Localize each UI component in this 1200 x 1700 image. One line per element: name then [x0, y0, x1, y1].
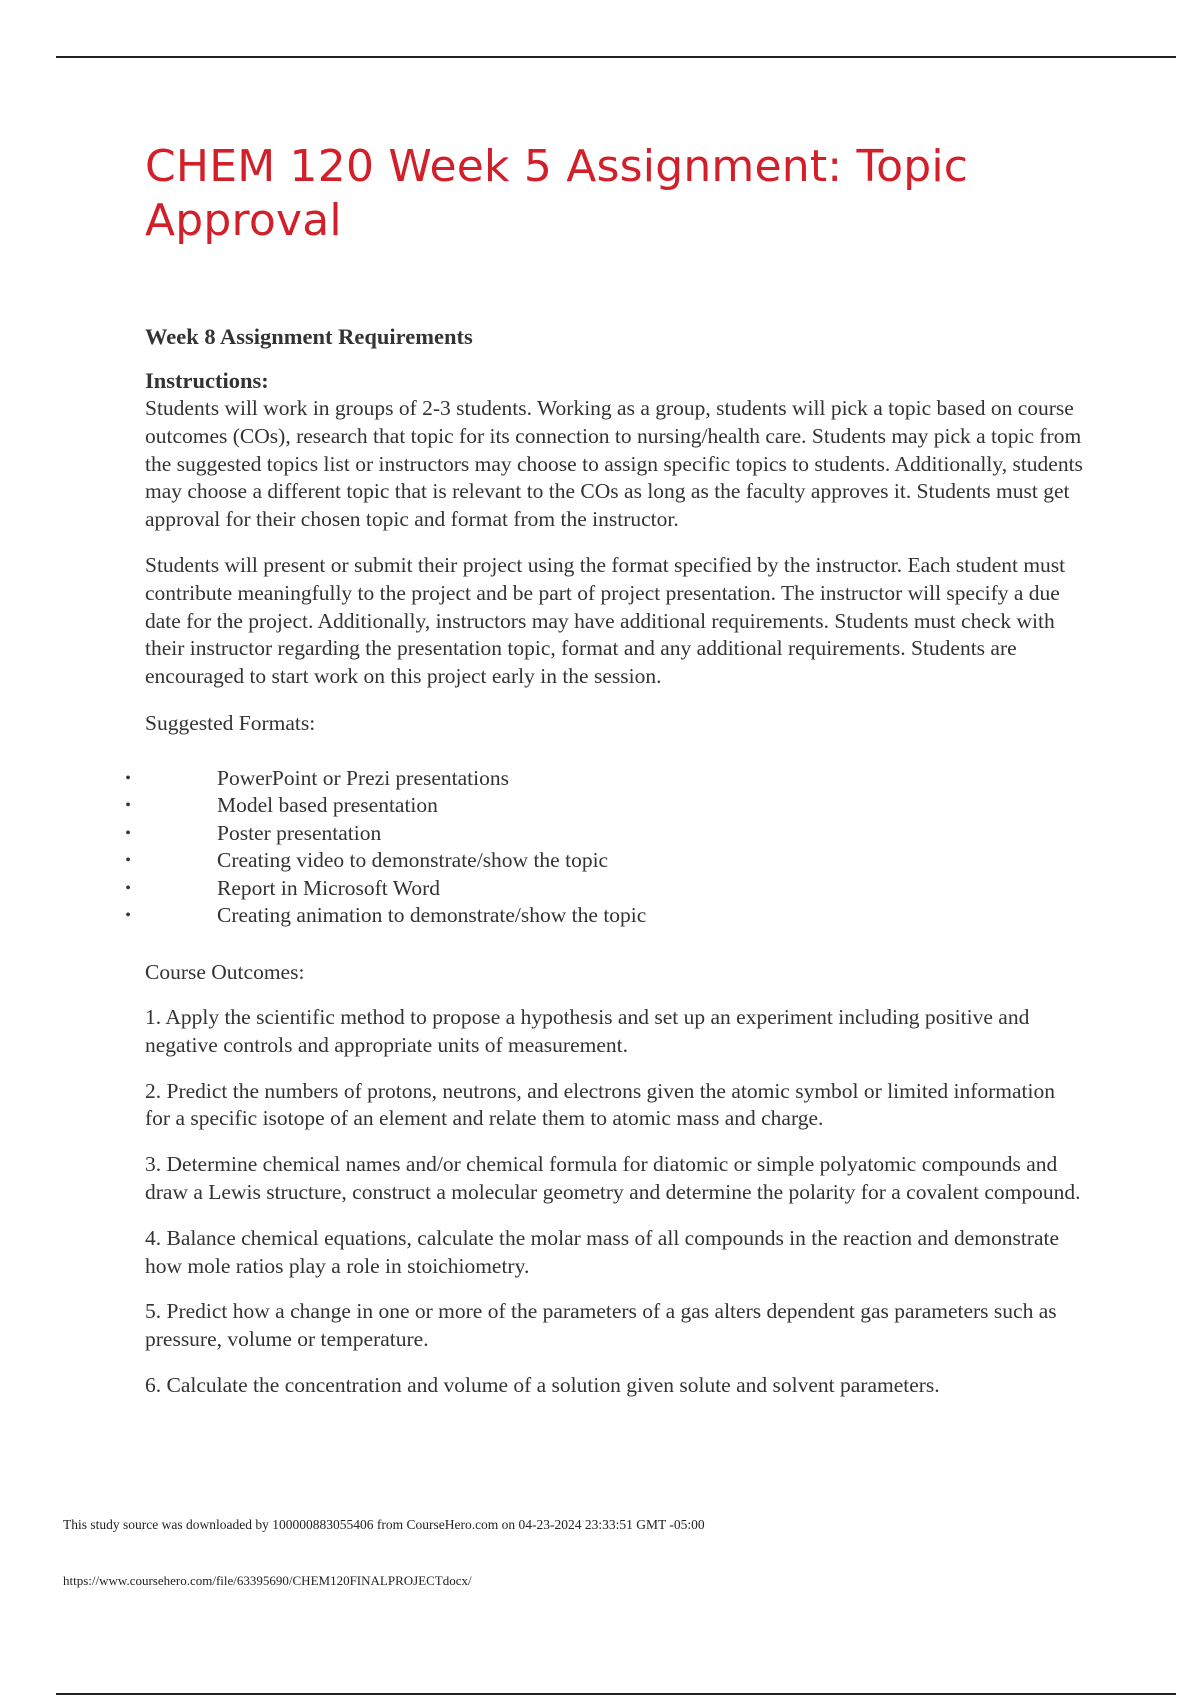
suggested-formats-label: Suggested Formats:	[145, 710, 316, 735]
document-title: CHEM 120 Week 5 Assignment: Topic Approval	[145, 141, 969, 246]
list-item	[125, 765, 1085, 793]
list-item	[125, 875, 1085, 903]
bullet-icon: •	[125, 879, 131, 897]
format-text: Model based presentation	[217, 793, 438, 818]
list-item	[125, 902, 1085, 930]
top-rule	[56, 56, 1176, 58]
list-item	[125, 792, 1085, 820]
suggested-formats-list	[125, 765, 1085, 930]
download-notice: This study source was downloaded by 100000883055406 from CourseHero.com on 04-23-2024 23:33:51 GMT -05:00	[63, 1517, 705, 1532]
document-body	[125, 140, 1085, 1400]
instructions-paragraph-2: Students will present or submit their project using the format specified by the instructor. Each student must contribute meaningfully to the project and be part of project presentation. The instructor will specify a due date for the project. Additionally, instructors may have additional requirements. Students must check with their instructor regarding the presentation topic, format and any additional requirements. Students are encouraged to start work on this project early in the session.	[145, 552, 1066, 689]
course-outcome-3: 3. Determine chemical names and/or chemical formula for diatomic or simple polyatomic compounds and draw a Lewis structure, construct a molecular geometry and determine the polarity for a covalent compound.	[145, 1152, 1081, 1204]
section-heading: Week 8 Assignment Requirements	[145, 324, 473, 349]
course-outcome-2: 2. Predict the numbers of protons, neutrons, and electrons given the atomic symbol or limited information for a specific isotope of an element and relate them to atomic mass and charge.	[145, 1078, 1055, 1131]
course-outcome-4: 4. Balance chemical equations, calculate the molar mass of all compounds in the reaction and demonstrate how mole ratios play a role in stoichiometry.	[145, 1225, 1060, 1278]
format-text: Report in Microsoft Word	[217, 875, 440, 900]
course-outcomes-label: Course Outcomes:	[145, 959, 305, 984]
source-url[interactable]: https://www.coursehero.com/file/63395690/CHEM120FINALPROJECTdocx/	[63, 1573, 472, 1588]
format-text: Creating video to demonstrate/show the topic	[217, 848, 609, 873]
bullet-icon: •	[125, 797, 131, 815]
list-item	[125, 847, 1085, 875]
format-text: Poster presentation	[217, 820, 382, 845]
course-outcome-6: 6. Calculate the concentration and volume of a solution given solute and solvent parameters.	[145, 1372, 940, 1397]
bullet-icon: •	[125, 769, 131, 787]
bottom-rule	[56, 1693, 1176, 1695]
course-outcome-5: 5. Predict how a change in one or more of the parameters of a gas alters dependent gas parameters such as pressure, volume or temperature.	[145, 1299, 1057, 1352]
bullet-icon: •	[125, 824, 131, 842]
bullet-icon: •	[125, 852, 131, 870]
bullet-icon: •	[125, 907, 131, 925]
instructions-paragraph-1: Students will work in groups of 2-3 students. Working as a group, students will pick a topic based on course outcomes (COs), research that topic for its connection to nursing/health care. Students may pick a topic from the suggested topics list or instructors may choose to assign specific topics to students. Additionally, students may choose a different topic that is relevant to the COs as long as the faculty approves it. Students must get approval for their chosen topic and format from the instructor.	[145, 396, 1083, 532]
instructions-label: Instructions:	[145, 368, 269, 393]
format-text: Creating animation to demonstrate/show the topic	[217, 903, 647, 928]
list-item	[125, 820, 1085, 848]
course-outcome-1: 1. Apply the scientific method to propose a hypothesis and set up an experiment including positive and negative controls and appropriate units of measurement.	[145, 1004, 1030, 1057]
format-text: PowerPoint or Prezi presentations	[217, 765, 509, 790]
